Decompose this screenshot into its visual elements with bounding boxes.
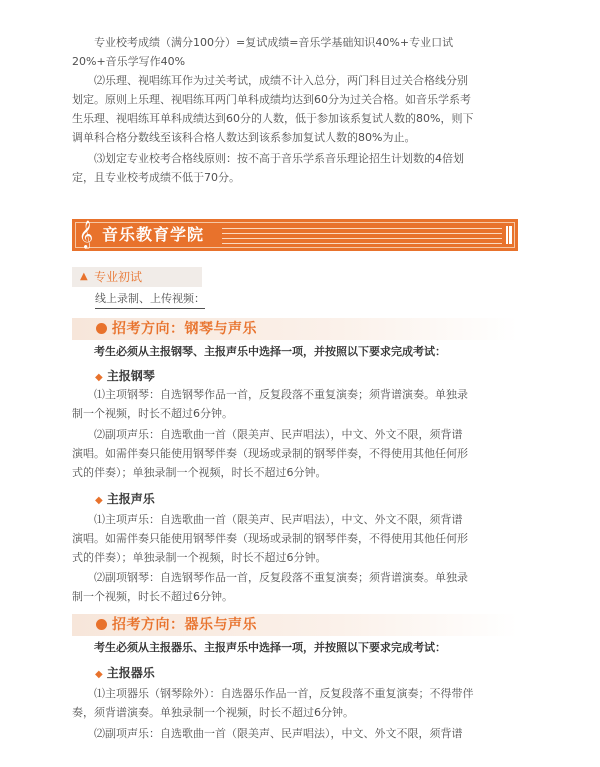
paragraph-line: ⑶划定专业校考合格线原则：按不高于音乐学系音乐理论招生计划数的4倍划 xyxy=(94,152,464,165)
subsection-title: ◆ 主报声乐 xyxy=(95,492,155,506)
paragraph-line: ⑴主项钢琴：自选钢琴作品一首，反复段落不重复演奏；须背谱演奏。单独录 xyxy=(94,388,468,401)
section-header xyxy=(72,614,518,636)
paragraph-line: ⑵乐理、视唱练耳作为过关考试，成绩不计入总分，两门科目过关合格线分别 xyxy=(94,74,468,87)
subsection-title: ◆ 主报器乐 xyxy=(95,666,155,680)
paragraph-line: 演唱。如需伴奏只能使用钢琴伴奏（现场或录制的钢琴伴奏，不得使用其他任何形 xyxy=(72,447,468,460)
section-title: 招考方向：器乐与声乐 xyxy=(112,617,257,633)
subsection-title: ◆ 主报钢琴 xyxy=(95,369,155,383)
paragraph-line: ⑵副项声乐：自选歌曲一首（限美声、民声唱法），中文、外文不限，须背谱 xyxy=(94,727,463,740)
diamond-icon: ◆ xyxy=(95,372,103,383)
paragraph-line: 划定。原则上乐理、视唱练耳两门单科成绩均达到60分为过关合格。如音乐学系考 xyxy=(72,93,471,106)
paragraph-line: 20%+音乐学写作40% xyxy=(72,55,186,68)
paragraph-line: ⑵副项钢琴：自选钢琴作品一首，反复段落不重复演奏；须背谱演奏。单独录 xyxy=(94,571,468,584)
paragraph-line: 式的伴奏）；单独录制一个视频，时长不超过6分钟。 xyxy=(72,551,327,564)
diamond-icon: ◆ xyxy=(95,669,103,680)
music-staff-decoration xyxy=(222,228,502,244)
paragraph-line: 制一个视频，时长不超过6分钟。 xyxy=(72,590,233,603)
paragraph-line: ⑴主项声乐：自选歌曲一首（限美声、民声唱法），中文、外文不限，须背谱 xyxy=(94,513,463,526)
paragraph-line: ⑵副项声乐：自选歌曲一首（限美声、民声唱法），中文、外文不限，须背谱 xyxy=(94,428,463,441)
banner-title: 音乐教育学院 xyxy=(102,225,205,244)
paragraph-line: 奏，须背谱演奏。单独录制一个视频，时长不超过6分钟。 xyxy=(72,706,354,719)
section-intro: 考生必须从主报器乐、主报声乐中选择一项，并按照以下要求完成考试： xyxy=(94,641,446,654)
paragraph-line: 调单科合格分数线至该科合格人数达到该系参加复试人数的80%为止。 xyxy=(72,131,416,144)
stage-tag-label: 专业初试 xyxy=(94,270,143,284)
online-note: 线上录制、上传视频： xyxy=(95,290,205,309)
section-header xyxy=(72,318,518,340)
paragraph-line: 专业校考成绩（满分100分）=复试成绩=音乐学基础知识40%+专业口试 xyxy=(94,36,454,49)
paragraph-line: 演唱。如需伴奏只能使用钢琴伴奏（现场或录制的钢琴伴奏，不得使用其他任何形 xyxy=(72,532,468,545)
bullet-dot-icon xyxy=(96,323,107,334)
triangle-icon: ▲ xyxy=(80,271,88,282)
section-intro: 考生必须从主报钢琴、主报声乐中选择一项，并按照以下要求完成考试： xyxy=(94,345,446,358)
paragraph-line: 生乐理、视唱练耳单科成绩达到60分的人数，低于参加该系复试人数的80%，则下 xyxy=(72,112,474,125)
section-banner xyxy=(72,219,518,251)
paragraph-line: ⑴主项器乐（钢琴除外）：自选器乐作品一首，反复段落不重复演奏；不得带伴 xyxy=(94,687,474,700)
barline-decoration xyxy=(506,226,508,244)
barline-decoration xyxy=(509,226,512,244)
treble-clef-icon: 𝄞 xyxy=(78,220,94,248)
diamond-icon: ◆ xyxy=(95,495,103,506)
paragraph-line: 式的伴奏）；单独录制一个视频，时长不超过6分钟。 xyxy=(72,466,327,479)
paragraph-line: 制一个视频，时长不超过6分钟。 xyxy=(72,407,233,420)
paragraph-line: 定，且专业校考成绩不低于70分。 xyxy=(72,171,240,184)
stage-tag xyxy=(72,267,202,287)
bullet-dot-icon xyxy=(96,619,107,630)
section-title: 招考方向：钢琴与声乐 xyxy=(112,321,257,337)
